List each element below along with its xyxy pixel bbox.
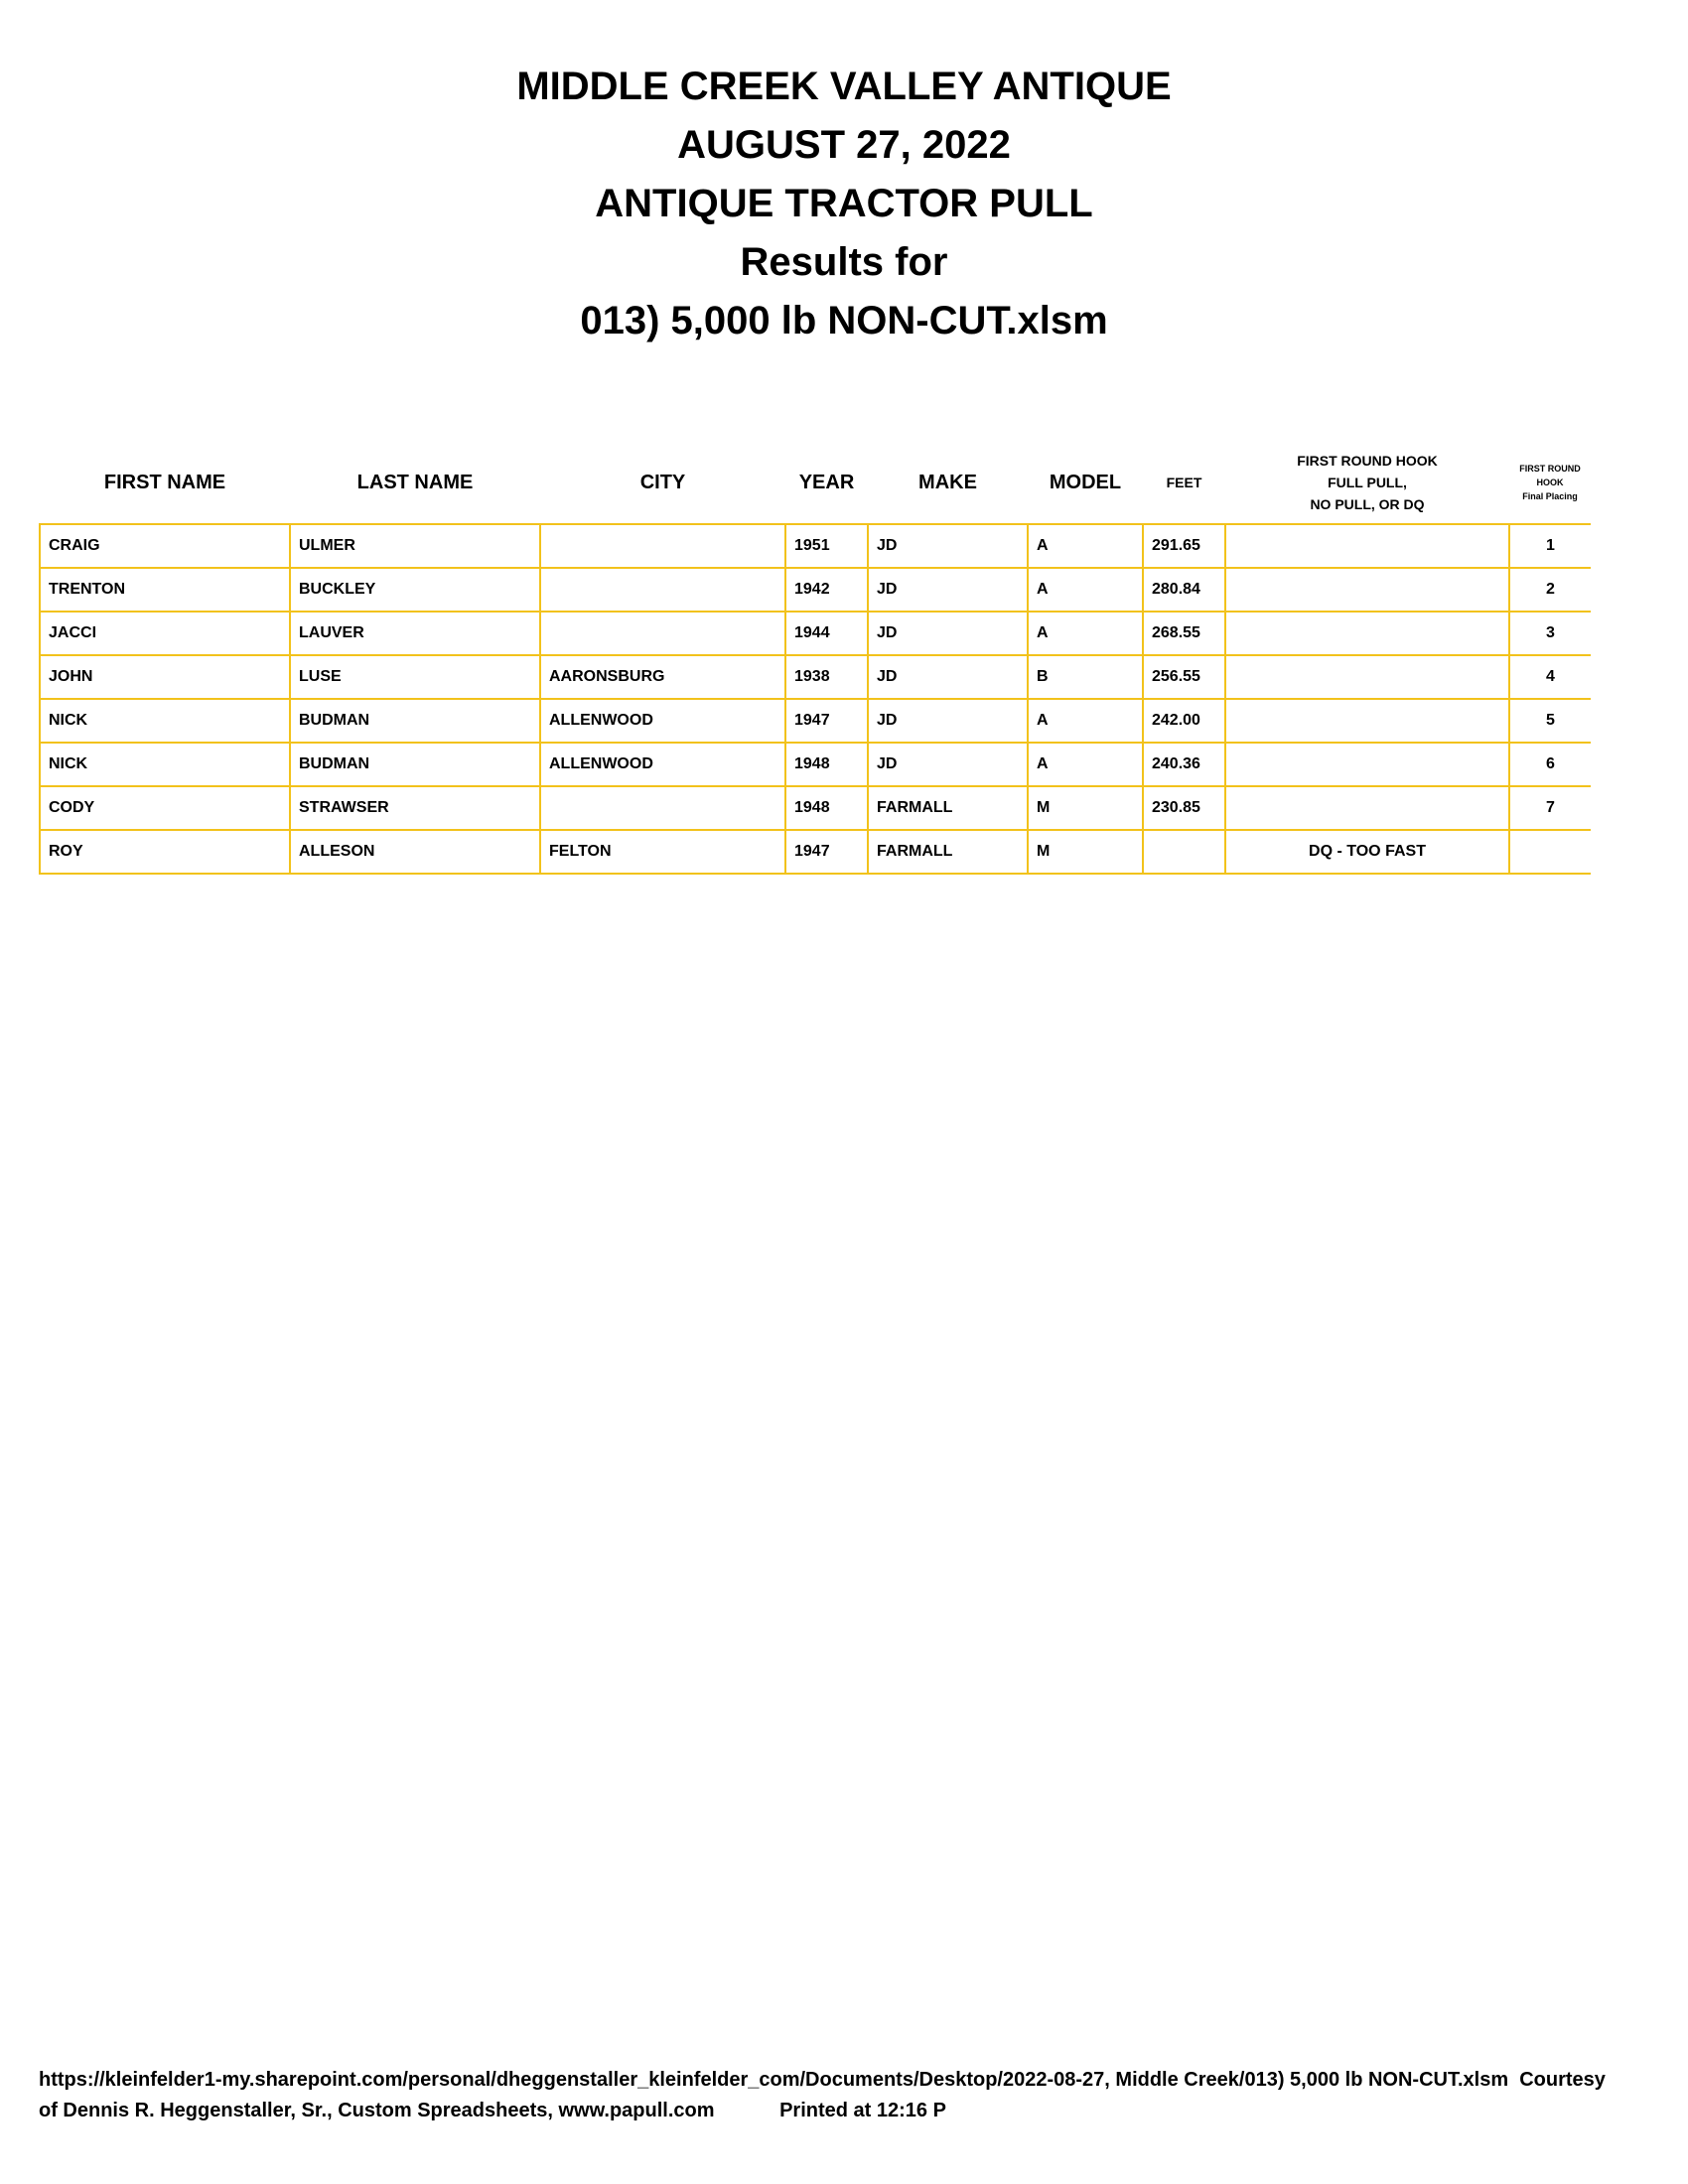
cell-hook [1225, 524, 1509, 568]
cell-year: 1947 [785, 699, 868, 743]
title-event: MIDDLE CREEK VALLEY ANTIQUE [516, 65, 1172, 108]
cell-hook: DQ - TOO FAST [1225, 830, 1509, 874]
title-competition: ANTIQUE TRACTOR PULL [595, 182, 1093, 225]
header-place-line1: FIRST ROUND [1519, 464, 1581, 474]
cell-first-name: ROY [40, 830, 290, 874]
page-footer [39, 2065, 1608, 2126]
cell-model: A [1028, 743, 1143, 786]
header-hook-line3: NO PULL, OR DQ [1310, 496, 1425, 512]
cell-place: 3 [1509, 612, 1591, 655]
cell-last-name: ULMER [290, 524, 540, 568]
table-row [40, 524, 1591, 568]
cell-year: 1948 [785, 743, 868, 786]
cell-year: 1951 [785, 524, 868, 568]
cell-year: 1942 [785, 568, 868, 612]
cell-feet: 280.84 [1143, 568, 1225, 612]
header-first-name: FIRST NAME [103, 471, 226, 493]
cell-first-name: NICK [40, 699, 290, 743]
cell-feet [1143, 830, 1225, 874]
cell-hook [1225, 655, 1509, 699]
cell-place: 5 [1509, 699, 1591, 743]
table-row [40, 568, 1591, 612]
header-final-placing [1509, 442, 1591, 524]
cell-hook [1225, 786, 1509, 830]
cell-hook [1225, 699, 1509, 743]
cell-place [1509, 830, 1591, 874]
cell-place: 1 [1509, 524, 1591, 568]
header-year: YEAR [798, 471, 855, 493]
cell-city [540, 786, 785, 830]
cell-last-name: LAUVER [290, 612, 540, 655]
header-feet: FEET [1166, 475, 1202, 490]
cell-model: A [1028, 524, 1143, 568]
footer-printed-time: Printed at 12:16 P [779, 2100, 946, 2121]
header-place-line3: Final Placing [1522, 491, 1578, 501]
table-row [40, 612, 1591, 655]
cell-make: FARMALL [868, 830, 1028, 874]
cell-last-name: STRAWSER [290, 786, 540, 830]
cell-feet: 268.55 [1143, 612, 1225, 655]
cell-feet: 230.85 [1143, 786, 1225, 830]
header-make: MAKE [918, 471, 977, 493]
header-row [40, 442, 1591, 524]
footer-file-path: https://kleinfelder1-my.sharepoint.com/personal/dheggenstaller_kleinfelder_com/Documents/Desktop/2022-08-27, Middle Creek/013) 5,000 lb NON-CUT.xlsm [39, 2069, 1509, 2091]
cell-model: A [1028, 568, 1143, 612]
cell-year: 1947 [785, 830, 868, 874]
cell-feet: 256.55 [1143, 655, 1225, 699]
cell-first-name: JOHN [40, 655, 290, 699]
cell-model: M [1028, 830, 1143, 874]
cell-last-name: BUCKLEY [290, 568, 540, 612]
cell-city [540, 568, 785, 612]
cell-last-name: ALLESON [290, 830, 540, 874]
cell-year: 1938 [785, 655, 868, 699]
cell-first-name: NICK [40, 743, 290, 786]
header-last-name: LAST NAME [356, 471, 474, 493]
title-results-for: Results for [740, 240, 948, 284]
table-row [40, 743, 1591, 786]
footer-courtesy: Courtesy of Dennis R. Heggenstaller, Sr., Custom Spreadsheets, www.papull.com [39, 2069, 1606, 2121]
cell-place: 7 [1509, 786, 1591, 830]
cell-city [540, 524, 785, 568]
cell-make: JD [868, 568, 1028, 612]
cell-city: AARONSBURG [540, 655, 785, 699]
cell-hook [1225, 568, 1509, 612]
header-hook-line2: FULL PULL, [1328, 475, 1407, 490]
cell-feet: 291.65 [1143, 524, 1225, 568]
header-place-line2: HOOK [1536, 478, 1564, 487]
cell-make: JD [868, 699, 1028, 743]
cell-feet: 240.36 [1143, 743, 1225, 786]
table-row [40, 786, 1591, 830]
cell-hook [1225, 743, 1509, 786]
title-class-file: 013) 5,000 lb NON-CUT.xlsm [580, 299, 1108, 342]
results-table [39, 442, 1591, 875]
cell-city: ALLENWOOD [540, 699, 785, 743]
cell-make: FARMALL [868, 786, 1028, 830]
cell-place: 4 [1509, 655, 1591, 699]
cell-feet: 242.00 [1143, 699, 1225, 743]
title-date: AUGUST 27, 2022 [677, 123, 1011, 167]
cell-make: JD [868, 743, 1028, 786]
cell-model: M [1028, 786, 1143, 830]
cell-hook [1225, 612, 1509, 655]
report-title [0, 58, 1688, 350]
cell-place: 2 [1509, 568, 1591, 612]
cell-place: 6 [1509, 743, 1591, 786]
header-hook-line1: FIRST ROUND HOOK [1297, 453, 1438, 469]
cell-city: FELTON [540, 830, 785, 874]
cell-model: A [1028, 612, 1143, 655]
header-first-round-hook [1225, 442, 1509, 524]
cell-last-name: LUSE [290, 655, 540, 699]
cell-first-name: CODY [40, 786, 290, 830]
cell-model: B [1028, 655, 1143, 699]
cell-model: A [1028, 699, 1143, 743]
cell-first-name: JACCI [40, 612, 290, 655]
cell-first-name: TRENTON [40, 568, 290, 612]
cell-year: 1944 [785, 612, 868, 655]
table-row [40, 655, 1591, 699]
cell-last-name: BUDMAN [290, 699, 540, 743]
cell-make: JD [868, 524, 1028, 568]
table-row [40, 699, 1591, 743]
cell-last-name: BUDMAN [290, 743, 540, 786]
header-city: CITY [639, 471, 686, 493]
cell-first-name: CRAIG [40, 524, 290, 568]
cell-make: JD [868, 655, 1028, 699]
table-row [40, 830, 1591, 874]
cell-year: 1948 [785, 786, 868, 830]
cell-make: JD [868, 612, 1028, 655]
cell-city: ALLENWOOD [540, 743, 785, 786]
header-model: MODEL [1049, 471, 1122, 493]
cell-city [540, 612, 785, 655]
